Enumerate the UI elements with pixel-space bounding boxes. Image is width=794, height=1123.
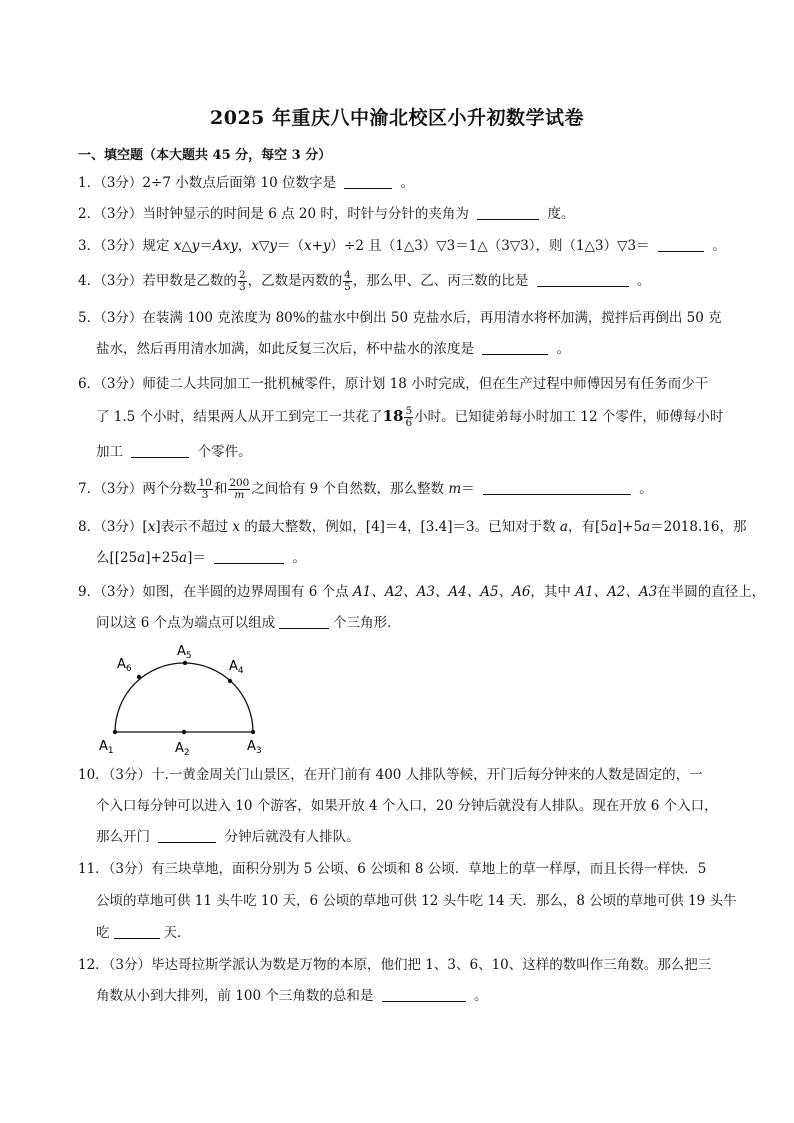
question-5-line-2 xyxy=(96,339,570,359)
math-expression: Axy xyxy=(212,238,238,254)
answer-blank-8[interactable] xyxy=(214,549,284,564)
point-a5 xyxy=(183,661,187,665)
label-a5: $A_5$ xyxy=(177,644,192,661)
question-11-line-2: 公顷的草地可供 11 头牛吃 10 天，6 公顷的草地可供 12 头牛吃 14 天．那么，8 公顷的草地可供 19 头牛 xyxy=(96,893,737,909)
question-2 xyxy=(78,204,574,224)
answer-blank-2[interactable] xyxy=(477,205,539,220)
question-9-line-1 xyxy=(78,582,765,602)
section-heading: 一、填空题（本大题共 45 分，每空 3 分） xyxy=(78,148,332,163)
question-3-text: ＝ xyxy=(199,238,213,254)
question-10-line-3 xyxy=(96,827,360,847)
question-4-text: ，那么甲、乙、丙三数的比是 xyxy=(352,273,529,289)
question-8-text: ＝2018.16，那 xyxy=(650,519,747,535)
math-expression: x▽y xyxy=(251,238,277,254)
question-6-line-2 xyxy=(96,406,723,429)
question-8-line-2 xyxy=(96,548,306,568)
answer-blank-4[interactable] xyxy=(537,272,629,287)
fraction-denominator: 3 xyxy=(201,489,209,501)
answer-blank-10[interactable] xyxy=(158,828,216,843)
question-3 xyxy=(78,236,726,256)
question-10-text: 那么开门 xyxy=(96,829,150,845)
question-1 xyxy=(78,173,414,193)
point-a4 xyxy=(228,679,232,683)
question-9-text: 个三角形． xyxy=(333,615,401,631)
fraction xyxy=(238,270,247,293)
point-list: A1、A2、A3 xyxy=(575,584,658,600)
fraction xyxy=(343,270,352,293)
math-expression: x+y xyxy=(303,238,331,254)
question-5-tail: 。 xyxy=(556,341,571,357)
question-2-text: 2．（3分）当时钟显示的时间是 6 点 20 时，时针与分针的夹角为 xyxy=(78,206,469,222)
point-a6 xyxy=(137,675,141,679)
point-a1 xyxy=(113,730,117,734)
question-5-line-1: 5．（3分）在装满 100 克浓度为 80%的盐水中倒出 50 克盐水后，再用清水将杯加满，搅拌后再倒出 50 克 xyxy=(78,310,722,326)
question-6-line-3 xyxy=(96,442,252,462)
semicircle-figure xyxy=(95,640,275,755)
label-a4: $A_4$ xyxy=(229,659,244,676)
question-2-tail: 度。 xyxy=(547,206,575,222)
math-variable: m xyxy=(448,481,462,497)
fraction-denominator: 3 xyxy=(238,281,246,293)
fraction xyxy=(197,478,212,501)
label-a1: $A_1$ xyxy=(99,739,114,755)
math-variable: a xyxy=(179,550,188,566)
question-7-text: 之间恰有 9 个自然数，那么整数 xyxy=(251,481,449,497)
fraction-numerator: 5 xyxy=(405,405,413,417)
label-a2: $A_2$ xyxy=(175,741,190,755)
answer-blank-1[interactable] xyxy=(344,174,392,189)
fraction-numerator: 10 xyxy=(198,477,212,489)
question-4-tail: 。 xyxy=(636,273,651,289)
point-a2 xyxy=(182,730,186,734)
math-variable: x xyxy=(147,519,156,535)
question-11-text: 吃 xyxy=(96,925,110,941)
question-12-tail: 。 xyxy=(473,988,488,1004)
fraction xyxy=(228,478,250,501)
question-6-text: 了 1.5 个小时，结果两人从开工到完工一共花了 xyxy=(96,409,383,425)
question-10-line-1: 10．（3分）十.一黄金周关门山景区，在开门前有 400 人排队等候，开门后每分钟来的人数是固定的，一 xyxy=(78,767,703,783)
question-9-text: ，其中 xyxy=(530,584,576,600)
fraction-denominator: m xyxy=(234,489,245,501)
question-10-line-2: 个入口每分钟可以进入 10 个游客，如果开放 4 个入口，20 分钟后就没有人排队。现在开放 6 个入口， xyxy=(96,798,718,814)
question-6-text: 小时。已知徒弟每小时加工 12 个零件，师傅每小时 xyxy=(414,409,724,425)
question-8-text: ，有[5 xyxy=(567,519,609,535)
question-8-text: 么[[25 xyxy=(96,550,138,566)
question-4 xyxy=(78,270,650,293)
question-11-line-1: 11．（3分）有三块草地，面积分别为 5 公顷、6 公顷和 8 公顷．草地上的草一样厚，而且长得一样快．5 xyxy=(78,861,707,877)
question-3-tail: 。 xyxy=(712,238,726,254)
point-list: A1、A2、A3、A4、A5、A6 xyxy=(352,584,531,600)
question-7-text: 7．（3分）两个分数 xyxy=(78,481,197,497)
answer-blank-12[interactable] xyxy=(382,987,466,1002)
math-variable: a xyxy=(137,550,146,566)
question-10-text: 分钟后就没有人排队。 xyxy=(224,829,360,845)
question-9-text: 9．（3分）如图，在半圆的边界周围有 6 个点 xyxy=(78,584,353,600)
question-11-line-3 xyxy=(96,923,191,943)
fraction-numerator: 200 xyxy=(229,477,250,489)
fraction-denominator: 5 xyxy=(344,281,351,293)
question-7-text: ＝ xyxy=(461,481,475,497)
question-8-text: 的最大整数，例如，[4]＝4，[3.4]＝3。已知对于数 xyxy=(240,519,560,535)
question-8-text: ]＝ xyxy=(187,550,206,566)
question-9-text: 问以这 6 个点为端点可以组成 xyxy=(96,615,276,631)
fraction xyxy=(404,406,413,429)
question-8-text: 8．（3分）[ xyxy=(78,519,148,535)
question-8-text: ]表示不超过 xyxy=(155,519,233,535)
label-a6: $A_6$ xyxy=(117,657,132,674)
question-4-text: 4．（3分）若甲数是乙数的 xyxy=(78,273,237,289)
question-9-line-2 xyxy=(96,613,401,633)
question-9-text: 在半圆的直径上， xyxy=(657,584,766,600)
answer-blank-3[interactable] xyxy=(658,237,704,252)
mixed-number-whole: 18 xyxy=(382,407,404,425)
page-title: 2025 年重庆八中渝北校区小升初数学试卷 xyxy=(210,107,584,129)
fraction-numerator: 2 xyxy=(238,269,246,281)
math-expression: x△y xyxy=(173,238,200,254)
answer-blank-11[interactable] xyxy=(114,924,160,939)
answer-blank-7[interactable] xyxy=(483,480,631,495)
question-7 xyxy=(78,478,653,501)
question-12-line-2 xyxy=(96,986,487,1006)
question-7-tail: 。 xyxy=(639,481,653,497)
question-5-text: 盐水，然后再用清水加满，如此反复三次后，杯中盐水的浓度是 xyxy=(96,341,474,357)
question-6-line-1: 6．（3分）师徒二人共同加工一批机械零件，原计划 18 小时完成，但在生产过程中师傅因另有任务而少干 xyxy=(78,376,709,392)
question-1-tail: 。 xyxy=(400,175,415,191)
question-7-text: 和 xyxy=(213,481,228,497)
answer-blank-9[interactable] xyxy=(279,614,329,629)
math-variable: a xyxy=(642,519,651,535)
question-11-text: 天． xyxy=(163,925,191,941)
question-12-text: 角数从小到大排列，前 100 个三角数的总和是 xyxy=(96,988,374,1004)
math-variable: a xyxy=(608,519,617,535)
question-12-line-1: 12．（3分）毕达哥拉斯学派认为数是万物的本原，他们把 1、3、6、10、这样的数叫作三角数。那么把三 xyxy=(78,957,712,973)
fraction-denominator: 6 xyxy=(405,417,413,429)
question-6-text: 个零件。 xyxy=(197,444,252,460)
math-variable: a xyxy=(559,519,568,535)
question-3-text: ， xyxy=(237,238,252,254)
question-3-text: 3．（3分）规定 xyxy=(78,238,174,254)
math-variable: x xyxy=(232,519,241,535)
question-8-text: ]+5 xyxy=(616,519,643,535)
question-6-text: 加工 xyxy=(96,444,123,460)
question-8-tail: 。 xyxy=(292,550,306,566)
question-8-line-1 xyxy=(78,517,746,537)
question-4-text: ，乙数是丙数的 xyxy=(247,273,343,289)
fraction-numerator: 4 xyxy=(344,269,351,281)
question-8-text: ]+25 xyxy=(145,550,180,566)
question-3-text: ＝（ xyxy=(276,238,304,254)
label-a3: $A_3$ xyxy=(247,739,262,755)
question-3-text: ）÷2 且（1△3）▽3＝1△（3▽3），则（1△3）▽3＝ xyxy=(330,238,650,254)
point-a3 xyxy=(251,730,255,734)
answer-blank-6[interactable] xyxy=(131,443,189,458)
question-1-text: 1．（3分）2÷7 小数点后面第 10 位数字是 xyxy=(78,175,336,191)
answer-blank-5[interactable] xyxy=(482,340,548,355)
